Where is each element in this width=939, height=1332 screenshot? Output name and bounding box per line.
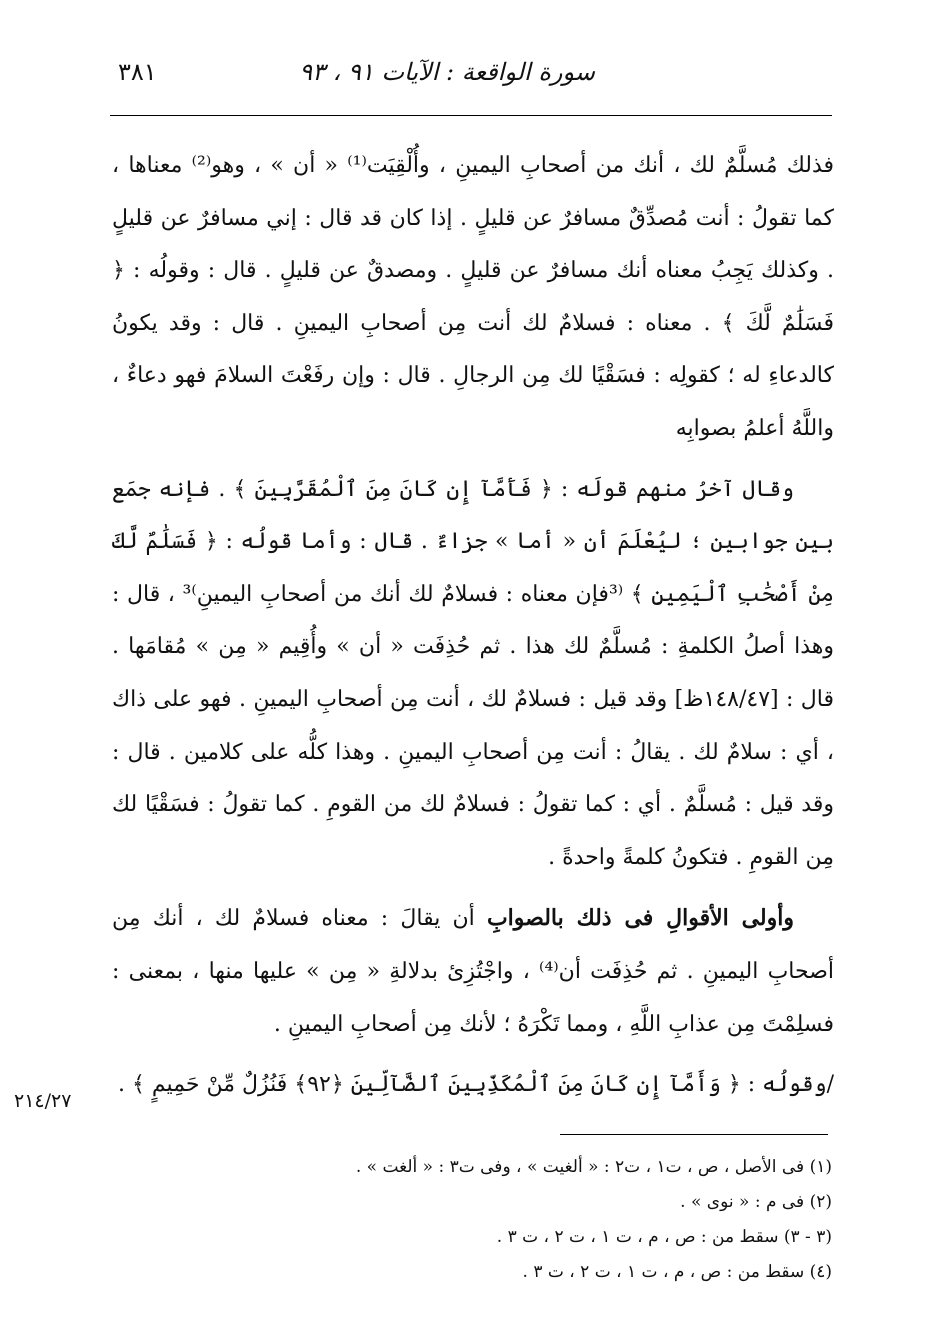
footnote-2: (٢) فى م : « نوى » . (680, 1192, 832, 1212)
paragraph-3 (112, 892, 834, 1051)
footnote-3: (٣ - ٣) سقط من : ص ، م ، ت ١ ، ت ٢ ، ت ٣ . (496, 1227, 832, 1247)
footnote-rule (560, 1134, 828, 1135)
margin-reference: ٢١٤/٢٧ (14, 1090, 72, 1112)
footnote-4: (٤) سقط من : ص ، م ، ت ١ ، ت ٢ ، ت ٣ . (522, 1262, 832, 1282)
main-text (112, 140, 834, 1112)
page-header (110, 52, 825, 110)
final-verse-line: /وقولُه : ﴿ وَأَمَّآ إِن كَانَ مِنَ ٱلْمُكَذِّبِينَ ٱلضَّآلِّينَ ﴿٩٢﴾ فَنُزُلٌ مِّنْ حَمِيمٍ ﴾ . (118, 1072, 834, 1098)
paragraph-2: وقال آخرُ منهم قولَه : ﴿ فَأَمَّآ إِن كَانَ مِنَ ٱلْمُقَرَّبِينَ ﴾ . فإنه جمَع بين جوابين ؛ ليُعْلَمَ أن « أما » جزاءٌ . قال : وأما قولُه : ﴿ فَسَلَٰمٌ لَّكَ مِنْ أَصْحَٰبِ ٱلْيَمِينِ ﴾ ⁽³فإن معناه : فسلامٌ لك أنك من أصحابِ اليمينِ⁾³ ، قال : وهذا أصلُ الكلمةِ : مُسلَّمٌ لك هذا . ثم حُذِفَت « أن » وأُقِيم « مِن » مُقامَها . قال : [١٤٨/٤٧ظ] وقد قيل : فسلامٌ لك ، أنت مِن أصحابِ اليمينِ . فهو على ذاك ، أي : سلامٌ لك . يقالُ : أنت مِن أصحابِ اليمينِ . وهذا كلُّه على كلامين . قال : وقد قيل : مُسلَّمٌ . أي : كما تقولُ : فسلامٌ لك من القومِ . كما تقولُ : فسَقْيًا لك مِن القومِ . فتكونُ كلمةً واحدةً . (112, 476, 835, 870)
page-number: ٣٨١ (118, 58, 157, 86)
conclusion-heading: وأولى الأقوالِ فى ذلك بالصوابِ (486, 905, 794, 932)
footnotes (300, 1150, 832, 1290)
footnote-1: (١) فى الأصل ، ص ، ت١ ، ت٢ : « ألغيت » ، وفى ت٣ : « ألغت » . (355, 1157, 832, 1177)
conclusion-text: أن يقالَ : معناه فسلامٌ لك ، أنك مِن أصحابِ اليمينِ . ثم حُذِفَت أن⁽⁴⁾ ، واجْتُزِئ بدلالةِ « مِن » عليها منها ، بمعنى : فسلِمْتَ مِن عذابِ اللَّهِ ، ومما تَكْرَهُ ؛ لأنك مِن أصحابِ اليمينِ . (112, 906, 834, 1037)
page-title: سورة الواقعة : الآيات ٩١ ، ٩٣ (299, 58, 595, 86)
paragraph-1: فذلك مُسلَّمٌ لك ، أنك من أصحابِ اليمينِ ، وأُلْقِيَت⁽¹⁾ « أن » ، وهو⁽²⁾ معناها ، كما تقولُ : أنت مُصدِّقٌ مسافرٌ عن قليلٍ . إذا كان قد قال : إني مسافرٌ عن قليلٍ . وكذلك يَجِبُ معناه أنك مسافرٌ عن قليلٍ . ومصدقٌ عن قليلٍ . قال : وقولُه : ﴿ فَسَلَٰمٌ لَّكَ ﴾ . معناه : فسلامٌ لك أنت مِن أصحابِ اليمينِ . قال : وقد يكونُ كالدعاءِ له ؛ كقولِه : فسَقْيًا لك مِن الرجالِ . قال : وإن رفَعْتَ السلامَ فهو دعاءٌ ، واللَّهُ أعلمُ بصوابِه (112, 153, 835, 441)
header-rule (110, 115, 832, 116)
